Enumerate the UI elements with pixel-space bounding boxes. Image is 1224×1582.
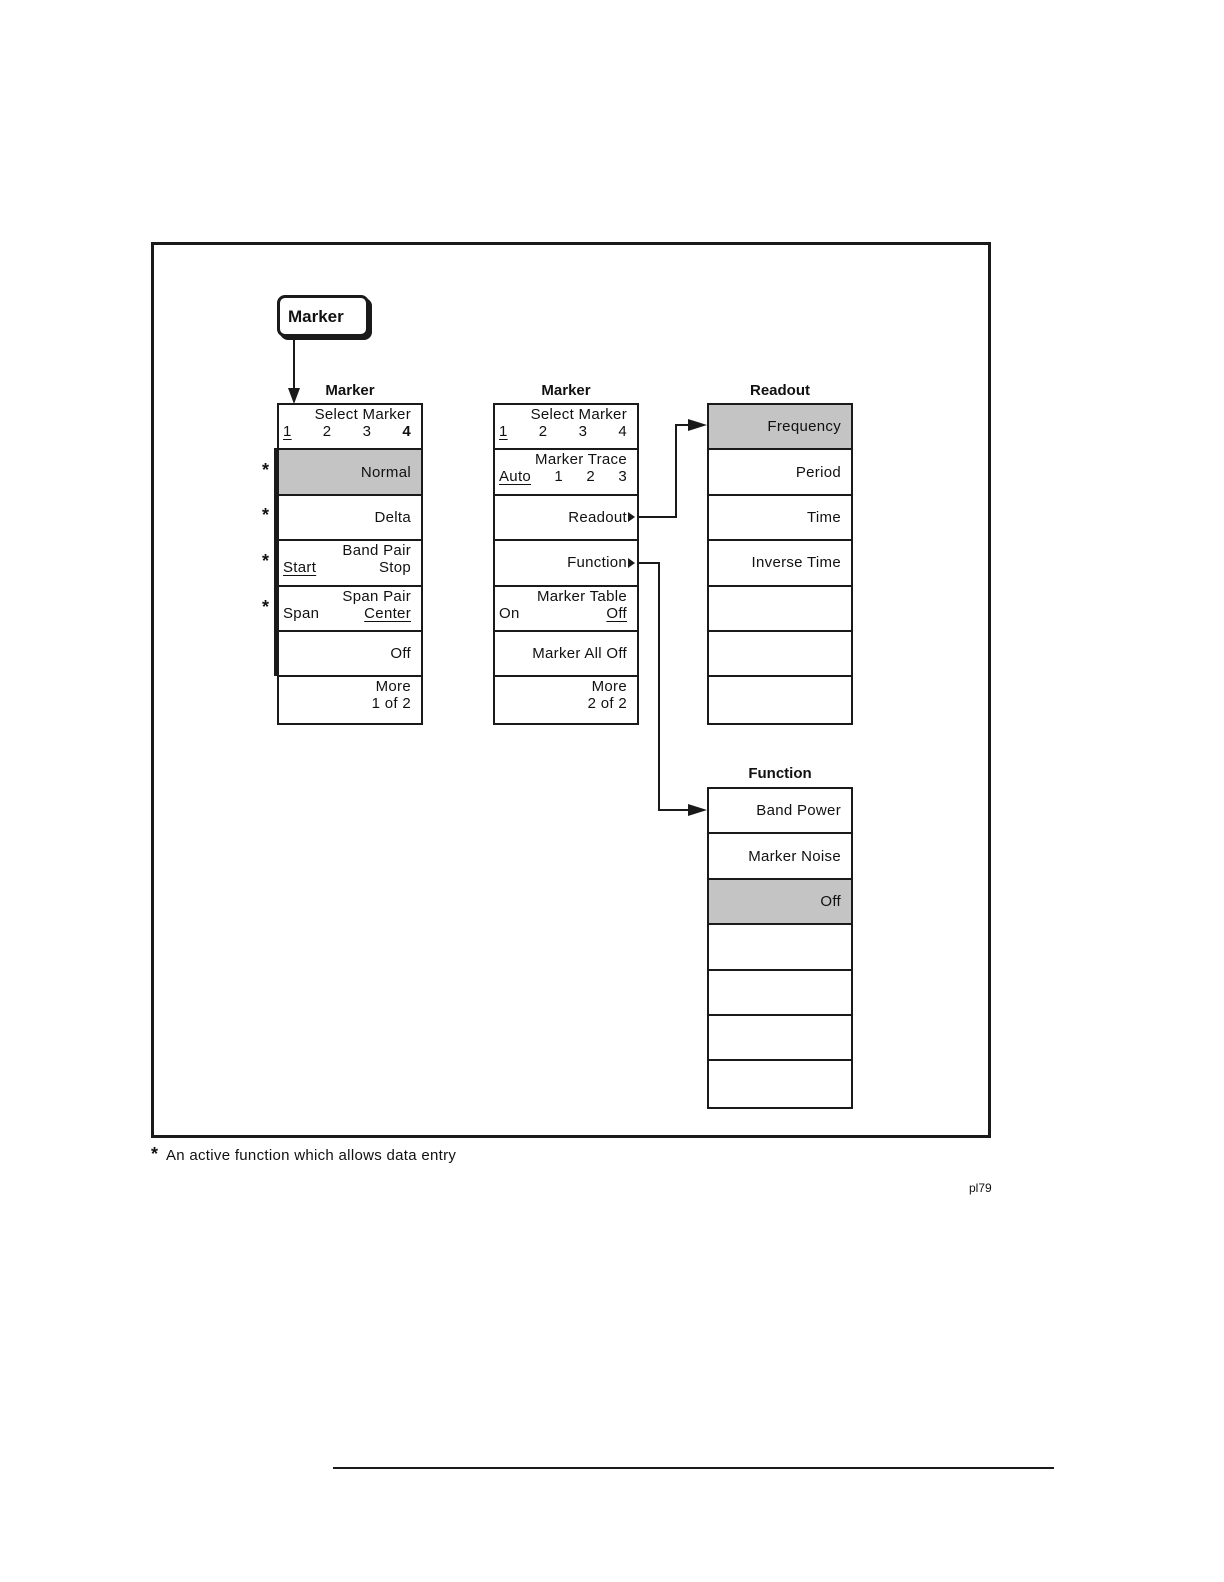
menu-marker-page-1 — [277, 403, 423, 725]
softkey-blank[interactable] — [709, 1061, 851, 1106]
softkey-label: Time — [807, 508, 841, 526]
menu-function — [707, 787, 853, 1109]
footnote-text: An active function which allows data entry — [165, 1147, 457, 1164]
menu-title-marker-1: Marker — [325, 382, 375, 399]
active-marker-span-pair: * — [262, 597, 270, 617]
marker-hardkey[interactable] — [277, 295, 369, 337]
option-start: Start — [283, 559, 317, 577]
softkey-marker-all-off[interactable] — [495, 632, 637, 677]
softkey-options — [499, 605, 627, 622]
softkey-options — [283, 559, 411, 576]
softkey-blank[interactable] — [709, 587, 851, 632]
softkey-more-2-of-2[interactable] — [495, 677, 637, 722]
option-marker-1: 1 — [283, 423, 292, 440]
softkey-label-wrap — [568, 496, 635, 539]
softkey-label: Function — [567, 554, 627, 572]
softkey-label: Select Marker — [530, 406, 627, 423]
menu-title-readout: Readout — [750, 382, 810, 399]
softkey-blank[interactable] — [709, 925, 851, 970]
softkey-label: Normal — [360, 463, 411, 481]
option-trace-2: 2 — [586, 468, 595, 486]
softkey-band-power[interactable] — [709, 789, 851, 834]
softkey-label: Delta — [374, 508, 411, 526]
softkey-label: Marker Noise — [748, 847, 841, 865]
softkey-more-1-of-2[interactable] — [279, 677, 421, 722]
softkey-label: Span Pair — [342, 587, 411, 605]
menu-title-marker-2: Marker — [541, 382, 591, 399]
softkey-label: Off — [390, 645, 411, 663]
option-span: Span — [283, 604, 320, 622]
softkey-off[interactable] — [279, 632, 421, 677]
softkey-select-marker[interactable] — [279, 405, 421, 450]
footnote-symbol: * — [151, 1144, 159, 1164]
active-marker-band-pair: * — [262, 551, 270, 571]
option-marker-2: 2 — [538, 423, 548, 440]
option-marker-1: 1 — [499, 423, 508, 440]
softkey-blank[interactable] — [709, 677, 851, 722]
softkey-options — [499, 468, 627, 485]
softkey-span-pair[interactable] — [279, 587, 421, 632]
softkey-label: More — [591, 678, 627, 696]
softkey-blank[interactable] — [709, 1016, 851, 1061]
softkey-label: Period — [795, 463, 841, 481]
option-off: Off — [606, 604, 627, 622]
softkey-blank[interactable] — [709, 632, 851, 677]
softkey-label: Marker All Off — [532, 645, 627, 663]
softkey-label: Band Power — [756, 802, 841, 820]
option-trace-1: 1 — [554, 468, 564, 486]
softkey-options — [283, 423, 411, 440]
option-on: On — [499, 604, 520, 622]
softkey-period[interactable] — [709, 450, 851, 495]
softkey-label: Readout — [568, 508, 627, 526]
active-function-bar — [274, 448, 278, 676]
softkey-label: More — [375, 678, 411, 696]
softkey-label: Band Pair — [342, 542, 411, 560]
softkey-label-wrap — [567, 541, 635, 584]
hardkey-label: Marker — [288, 307, 344, 326]
softkey-label: Marker Trace — [535, 451, 627, 469]
softkey-label: Inverse Time — [751, 554, 841, 572]
softkey-frequency[interactable] — [709, 405, 851, 450]
option-marker-4: 4 — [402, 423, 411, 440]
softkey-function-off[interactable] — [709, 880, 851, 925]
softkey-band-pair[interactable] — [279, 541, 421, 586]
menu-marker-page-2 — [493, 403, 639, 725]
softkey-normal[interactable] — [279, 450, 421, 495]
figure-id: pl79 — [969, 1181, 992, 1195]
option-marker-4: 4 — [618, 423, 627, 440]
active-marker-delta: * — [262, 505, 270, 525]
softkey-page-indicator: 2 of 2 — [587, 695, 627, 713]
softkey-marker-trace[interactable] — [495, 450, 637, 495]
softkey-options — [499, 423, 627, 440]
option-center: Center — [364, 604, 411, 622]
footnote — [151, 1144, 456, 1165]
softkey-function[interactable] — [495, 541, 637, 586]
softkey-label: Off — [820, 892, 841, 910]
menu-title-function: Function — [748, 765, 812, 782]
page-rule — [333, 1467, 1054, 1469]
submenu-arrow-icon — [628, 512, 635, 522]
softkey-options — [283, 605, 411, 622]
menu-readout — [707, 403, 853, 725]
softkey-label: Select Marker — [314, 406, 411, 423]
option-stop: Stop — [378, 559, 411, 577]
softkey-inverse-time[interactable] — [709, 541, 851, 586]
softkey-readout[interactable] — [495, 496, 637, 541]
softkey-label: Marker Table — [536, 587, 627, 605]
softkey-page-indicator: 1 of 2 — [371, 695, 411, 713]
active-marker-normal: * — [262, 460, 270, 480]
submenu-arrow-icon — [628, 558, 635, 568]
option-marker-2: 2 — [322, 423, 332, 440]
softkey-blank[interactable] — [709, 971, 851, 1016]
softkey-delta[interactable] — [279, 496, 421, 541]
softkey-marker-table[interactable] — [495, 587, 637, 632]
option-marker-3: 3 — [578, 423, 588, 440]
option-trace-3: 3 — [618, 468, 627, 486]
softkey-label: Frequency — [767, 418, 841, 436]
option-marker-3: 3 — [362, 423, 372, 440]
softkey-marker-noise[interactable] — [709, 834, 851, 879]
option-auto: Auto — [499, 468, 532, 486]
softkey-time[interactable] — [709, 496, 851, 541]
softkey-select-marker[interactable] — [495, 405, 637, 450]
